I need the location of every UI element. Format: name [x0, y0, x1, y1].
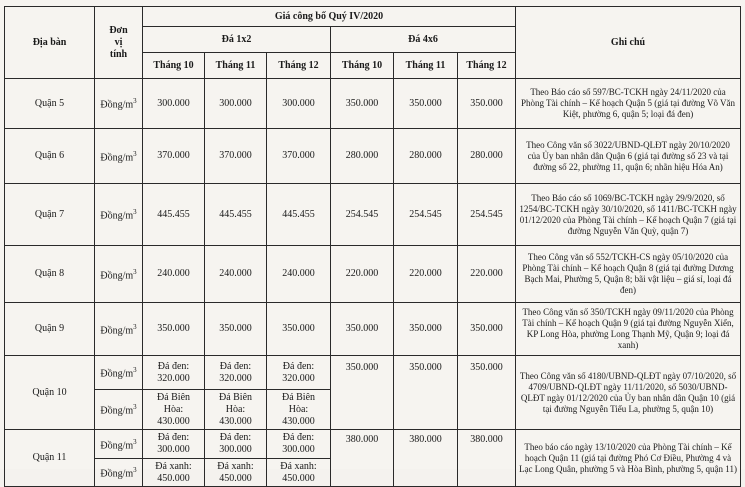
unit-cell: Đồng/$m^3$	[95, 129, 143, 184]
price-cell: 445.455	[143, 184, 205, 246]
price-cell: 350.000	[205, 303, 267, 356]
note-cell: Theo báo cáo ngày 13/10/2020 của Phòng Tài chính – Kế hoạch Quận 11 (giá tại đường Phó Cơ Điều, Phường 4 và Lạc Long Quân, phường 5 và Hòa Bình, phường 5, quận 11)	[516, 430, 741, 487]
price-cell: 350.000	[143, 303, 205, 356]
price-cell: 350.000	[458, 356, 516, 430]
table-row-district-7	[5, 184, 741, 246]
header-month-12-b: Tháng 12	[458, 53, 516, 79]
price-cell: 380.000	[394, 430, 458, 487]
header-month-11-b: Tháng 11	[394, 53, 458, 79]
table-row-district-6	[5, 129, 741, 184]
price-cell: 350.000	[394, 79, 458, 129]
price-cell: Đá Biên Hòa: 430.000	[143, 390, 205, 430]
note-cell: Theo Công văn số 350/TCKH ngày 09/11/2020 của Phòng Tài chính – Kế hoạch Quận 9 (giá tại đường Nguyễn Xiển, KP Long Hòa, phường Long Thạnh Mỹ, Quận 9; loại đá xanh)	[516, 303, 741, 356]
price-cell: Đá xanh: 450.000	[205, 459, 267, 487]
price-cell: 300.000	[143, 79, 205, 129]
unit-cell: Đồng/$m^3$	[95, 79, 143, 129]
price-cell: Đá Biên Hòa: 430.000	[267, 390, 331, 430]
district-name: Quận 7	[5, 184, 95, 246]
header-announced-price: Giá công bố Quý IV/2020	[143, 7, 516, 27]
price-cell: 220.000	[394, 246, 458, 303]
price-cell: 380.000	[331, 430, 394, 487]
table-header	[5, 7, 741, 79]
header-stone-4x6: Đá 4x6	[331, 27, 516, 53]
header-district: Địa bàn	[5, 7, 95, 79]
price-cell: Đá đen: 320.000	[267, 356, 331, 390]
table-row-district-11-a	[5, 430, 741, 459]
price-cell: 370.000	[143, 129, 205, 184]
unit-cell: Đồng/$m^3$	[95, 356, 143, 390]
note-cell: Theo Công văn số 552/TCKH-CS ngày 05/10/2020 của Phòng Tài chính – Kế hoạch Quận 8 (giá tại đường Dương Bạch Mai, Phường 5, Quận 8; bãi vật liệu – giá sỉ, loại đá đen)	[516, 246, 741, 303]
price-cell: 240.000	[267, 246, 331, 303]
price-cell: 254.545	[331, 184, 394, 246]
price-cell: Đá Biên Hòa: 430.000	[205, 390, 267, 430]
unit-cell: Đồng/$m^3$	[95, 303, 143, 356]
price-cell: Đá đen: 320.000	[205, 356, 267, 390]
price-cell: 300.000	[205, 79, 267, 129]
table-row-district-8	[5, 246, 741, 303]
price-cell: 350.000	[458, 79, 516, 129]
table-row-district-9	[5, 303, 741, 356]
header-stone-1x2: Đá 1x2	[143, 27, 331, 53]
unit-cell: Đồng/$m^3$	[95, 184, 143, 246]
price-cell: 280.000	[331, 129, 394, 184]
price-cell: 350.000	[458, 303, 516, 356]
price-cell: 350.000	[394, 303, 458, 356]
price-cell: 280.000	[394, 129, 458, 184]
price-cell: 220.000	[458, 246, 516, 303]
price-cell: 380.000	[458, 430, 516, 487]
price-cell: Đá đen: 300.000	[267, 430, 331, 459]
price-cell: 254.545	[394, 184, 458, 246]
price-cell: 240.000	[143, 246, 205, 303]
header-month-10-b: Tháng 10	[331, 53, 394, 79]
district-name: Quận 9	[5, 303, 95, 356]
district-name: Quận 6	[5, 129, 95, 184]
price-cell: 280.000	[458, 129, 516, 184]
price-cell: 350.000	[267, 303, 331, 356]
price-cell: Đá đen: 300.000	[205, 430, 267, 459]
district-name: Quận 10	[5, 356, 95, 430]
price-cell: 370.000	[267, 129, 331, 184]
table-body	[5, 79, 741, 487]
price-cell: 445.455	[205, 184, 267, 246]
header-month-10-a: Tháng 10	[143, 53, 205, 79]
note-cell: Theo Báo cáo số 597/BC-TCKH ngày 24/11/2020 của Phòng Tài chính – Kế hoạch Quận 5 (giá tại đường Võ Văn Kiệt, phường 6, quận 5; loại đá đen)	[516, 79, 741, 129]
price-cell: Đá xanh: 450.000	[143, 459, 205, 487]
table-row-district-10-a	[5, 356, 741, 390]
note-cell: Theo Công văn số 3022/UBND-QLĐT ngày 20/10/2020 của Ủy ban nhân dân Quận 6 (giá tại đường số 23 và tại đường số 22, phường 11, quận 6; nhãn hiệu Hóa An)	[516, 129, 741, 184]
header-notes: Ghi chú	[516, 7, 741, 79]
price-cell: 240.000	[205, 246, 267, 303]
header-unit: Đơn vị tính	[95, 7, 143, 79]
price-cell: 350.000	[331, 79, 394, 129]
district-name: Quận 8	[5, 246, 95, 303]
unit-cell: Đồng/$m^3$	[95, 430, 143, 459]
district-name: Quận 11	[5, 430, 95, 487]
header-month-11-a: Tháng 11	[205, 53, 267, 79]
price-cell: 350.000	[331, 356, 394, 430]
price-cell: Đá đen: 320.000	[143, 356, 205, 390]
price-cell: 220.000	[331, 246, 394, 303]
district-name: Quận 5	[5, 79, 95, 129]
price-cell: Đá xanh: 450.000	[267, 459, 331, 487]
note-cell: Theo Công văn số 4180/UBND-QLĐT ngày 07/10/2020, số 4709/UBND-QLĐT ngày 11/11/2020, số 5030/UBND-QLĐT ngày 01/12/2020 của Ủy ban nhân dân Quận 10 (giá tại đường Nguyễn Tiểu La, phường 5, quận 10)	[516, 356, 741, 430]
unit-cell: Đồng/$m^3$	[95, 246, 143, 303]
price-cell: Đá đen: 300.000	[143, 430, 205, 459]
header-month-12-a: Tháng 12	[267, 53, 331, 79]
price-cell: 254.545	[458, 184, 516, 246]
note-cell: Theo Báo cáo số 1069/BC-TCKH ngày 29/9/2020, số 1254/BC-TCKH ngày 30/10/2020, số 1411/BC-TCKH ngày 01/12/2020 của Phòng Tài chính – Kế hoạch Quận 7 (giá tại đường Nguyễn Văn Quỳ, quận 7)	[516, 184, 741, 246]
price-cell: 350.000	[331, 303, 394, 356]
price-table	[4, 6, 741, 487]
unit-cell: Đồng/$m^3$	[95, 390, 143, 430]
price-cell: 370.000	[205, 129, 267, 184]
price-cell: 300.000	[267, 79, 331, 129]
unit-cell: Đồng/$m^3$	[95, 459, 143, 487]
table-row-district-5	[5, 79, 741, 129]
price-cell: 350.000	[394, 356, 458, 430]
price-cell: 445.455	[267, 184, 331, 246]
